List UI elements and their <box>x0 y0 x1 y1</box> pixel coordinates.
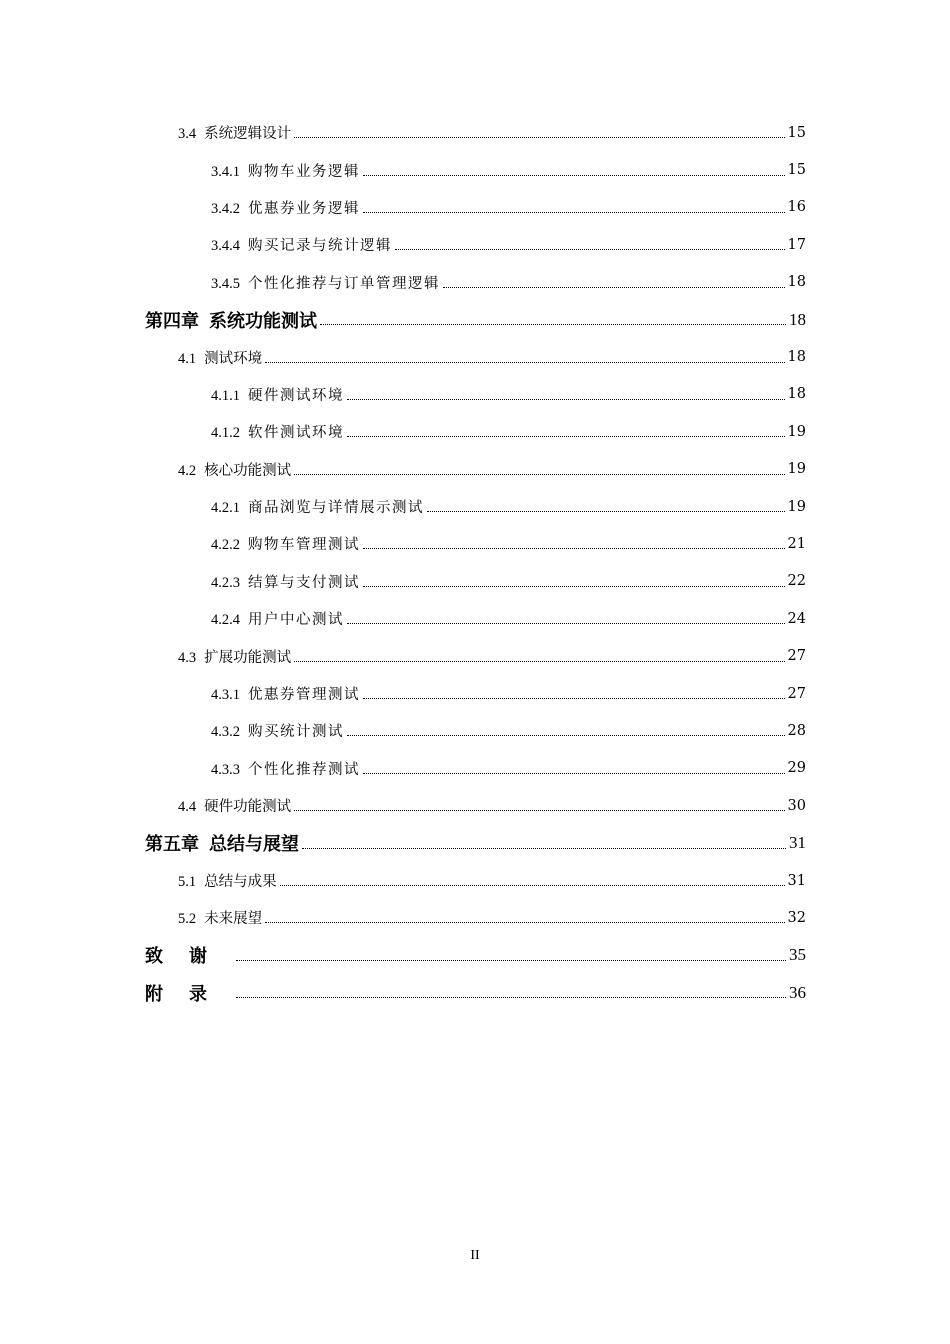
dot-leader <box>294 137 784 138</box>
toc-entry-number: 3.4.4 <box>211 238 240 255</box>
toc-entry-label <box>145 307 317 333</box>
dot-leader <box>302 848 786 849</box>
toc-entry[interactable] <box>0 974 950 1011</box>
toc-entry[interactable] <box>0 301 950 338</box>
dot-leader <box>443 287 785 288</box>
dot-leader <box>320 324 786 325</box>
dot-leader <box>265 362 784 363</box>
toc-entry[interactable] <box>0 451 950 488</box>
toc-entry-label <box>211 234 392 255</box>
toc-entry-title: 软件测试环境 <box>248 425 344 442</box>
toc-entry[interactable] <box>0 787 950 824</box>
toc-entry-label <box>211 758 360 779</box>
toc-entry-page: 22 <box>787 573 806 590</box>
dot-leader <box>363 698 785 699</box>
toc-entry-number: 4.2 <box>178 462 197 479</box>
toc-entry-page: 24 <box>787 610 806 627</box>
toc-entry-page: 27 <box>787 648 806 665</box>
toc-entry-page: 30 <box>787 797 806 814</box>
page-number: II <box>470 1248 480 1263</box>
toc-entry[interactable] <box>0 899 950 936</box>
toc-entry-title: 购买统计测试 <box>248 724 344 741</box>
toc-entry-title: 硬件测试环境 <box>248 387 344 404</box>
dot-leader <box>363 175 785 176</box>
toc-entry-label <box>178 870 277 891</box>
toc-entry-title: 附录 <box>145 983 233 1005</box>
toc-entry-title: 商品浏览与详情展示测试 <box>248 500 424 517</box>
toc-entry-page: 32 <box>787 909 806 926</box>
dot-leader <box>347 623 785 624</box>
toc-entry-number: 3.4.5 <box>211 275 240 292</box>
toc-entry-title: 购买记录与统计逻辑 <box>248 238 392 255</box>
dot-leader <box>265 922 784 923</box>
toc-entry-label <box>178 646 291 667</box>
toc-entry-label <box>211 272 440 293</box>
toc-entry[interactable] <box>0 264 950 301</box>
dot-leader <box>347 735 785 736</box>
toc-entry-page: 31 <box>787 872 806 889</box>
toc-entry[interactable] <box>0 226 950 263</box>
toc-entry-label <box>211 496 424 517</box>
toc-entry[interactable] <box>0 750 950 787</box>
toc-entry-label <box>145 830 299 856</box>
dot-leader <box>347 399 785 400</box>
toc-entry-title: 扩展功能测试 <box>204 649 292 666</box>
toc-entry-number: 4.1.2 <box>211 425 240 442</box>
toc-entry-title: 总结与成果 <box>204 874 277 890</box>
dot-leader <box>294 661 784 662</box>
toc-entry-number: 5.1 <box>178 874 197 890</box>
dot-leader <box>280 885 785 886</box>
toc-entry-number: 4.3 <box>178 649 197 666</box>
toc-entry-number: 5.2 <box>178 911 197 928</box>
toc-entry[interactable] <box>0 525 950 562</box>
toc-entry-label <box>211 720 344 741</box>
toc-entry[interactable] <box>0 376 950 413</box>
dot-leader <box>347 436 785 437</box>
toc-entry[interactable] <box>0 563 950 600</box>
dot-leader <box>363 586 785 587</box>
toc-entry-title: 系统逻辑设计 <box>204 126 292 143</box>
toc-entry-number: 3.4.2 <box>211 200 240 217</box>
toc-entry-number: 4.2.1 <box>211 500 240 517</box>
dot-leader <box>395 249 785 250</box>
toc-entry-title: 核心功能测试 <box>204 462 292 479</box>
toc-entry-page: 35 <box>789 945 806 965</box>
toc-entry-page: 19 <box>787 498 806 515</box>
toc-entry[interactable] <box>0 338 950 375</box>
toc-entry-label <box>211 533 360 554</box>
toc-entry-title: 优惠券业务逻辑 <box>248 200 360 217</box>
toc-entry-title: 未来展望 <box>204 911 263 928</box>
table-of-contents <box>0 114 950 1011</box>
toc-entry-number: 4.1 <box>178 350 197 367</box>
toc-entry-page: 15 <box>787 162 806 179</box>
toc-entry-page: 15 <box>787 124 806 141</box>
toc-entry-number: 4.3.3 <box>211 761 240 778</box>
toc-entry-label <box>178 347 262 368</box>
toc-entry-page: 19 <box>787 423 806 440</box>
toc-entry-page: 31 <box>789 833 806 853</box>
toc-entry[interactable] <box>0 114 950 151</box>
toc-entry-number: 3.4 <box>178 126 197 143</box>
toc-entry-title: 系统功能测试 <box>209 310 317 332</box>
toc-entry-label <box>211 608 344 629</box>
toc-entry-title: 测试环境 <box>204 350 263 367</box>
toc-entry-page: 18 <box>787 349 806 366</box>
dot-leader <box>363 548 785 549</box>
toc-entry-page: 19 <box>787 461 806 478</box>
toc-entry-label <box>178 122 291 143</box>
toc-entry-label <box>178 795 291 816</box>
toc-entry-label <box>211 197 360 218</box>
toc-entry[interactable] <box>0 712 950 749</box>
toc-entry-label <box>211 421 344 442</box>
toc-entry-page: 21 <box>787 535 806 552</box>
toc-entry[interactable] <box>0 488 950 525</box>
toc-entry-number: 3.4.1 <box>211 163 240 180</box>
toc-entry-title: 购物车管理测试 <box>248 537 360 554</box>
toc-entry-title: 购物车业务逻辑 <box>248 163 360 180</box>
toc-entry[interactable] <box>0 824 950 861</box>
toc-entry-label <box>145 980 233 1006</box>
toc-entry-title: 个性化推荐与订单管理逻辑 <box>248 275 440 292</box>
toc-entry-number: 4.3.1 <box>211 687 240 704</box>
toc-entry-title: 致谢 <box>145 946 233 968</box>
dot-leader <box>236 960 786 961</box>
toc-entry-label <box>145 942 233 968</box>
toc-entry-page: 16 <box>787 199 806 216</box>
dot-leader <box>427 511 785 512</box>
toc-entry-number: 第五章 <box>145 834 199 856</box>
toc-entry-title: 硬件功能测试 <box>204 799 292 816</box>
dot-leader <box>294 474 784 475</box>
toc-entry[interactable] <box>0 413 950 450</box>
dot-leader <box>363 773 785 774</box>
toc-entry-number: 4.2.2 <box>211 537 240 554</box>
toc-entry-title: 结算与支付测试 <box>248 574 360 591</box>
toc-entry-page: 17 <box>787 236 806 253</box>
toc-entry-label <box>211 384 344 405</box>
dot-leader <box>363 212 785 213</box>
toc-entry-number: 4.4 <box>178 799 197 816</box>
toc-entry-page: 29 <box>787 760 806 777</box>
toc-entry[interactable] <box>0 675 950 712</box>
toc-entry[interactable] <box>0 637 950 674</box>
toc-entry-label <box>178 459 291 480</box>
toc-entry-title: 优惠券管理测试 <box>248 687 360 704</box>
toc-entry-number: 第四章 <box>145 310 199 332</box>
toc-entry-number: 4.2.4 <box>211 612 240 629</box>
toc-entry-number: 4.1.1 <box>211 387 240 404</box>
toc-entry-label <box>211 683 360 704</box>
toc-entry-page: 18 <box>787 386 806 403</box>
toc-entry-title: 总结与展望 <box>209 834 299 856</box>
toc-entry[interactable] <box>0 151 950 188</box>
toc-entry-page: 18 <box>787 274 806 291</box>
toc-entry-page: 27 <box>787 685 806 702</box>
toc-entry-number: 4.2.3 <box>211 574 240 591</box>
toc-entry-label <box>211 160 360 181</box>
dot-leader <box>236 997 786 998</box>
toc-entry-page: 36 <box>789 982 806 1002</box>
toc-entry-label <box>211 571 360 592</box>
toc-entry-title: 个性化推荐测试 <box>248 761 360 778</box>
toc-entry-page: 28 <box>787 722 806 739</box>
toc-entry[interactable] <box>0 189 950 226</box>
toc-entry[interactable] <box>0 600 950 637</box>
dot-leader <box>294 810 784 811</box>
toc-entry[interactable] <box>0 862 950 899</box>
toc-entry-title: 用户中心测试 <box>248 612 344 629</box>
toc-entry-page: 18 <box>789 309 806 329</box>
toc-entry-number: 4.3.2 <box>211 724 240 741</box>
toc-entry-label <box>178 907 262 928</box>
toc-entry[interactable] <box>0 937 950 974</box>
